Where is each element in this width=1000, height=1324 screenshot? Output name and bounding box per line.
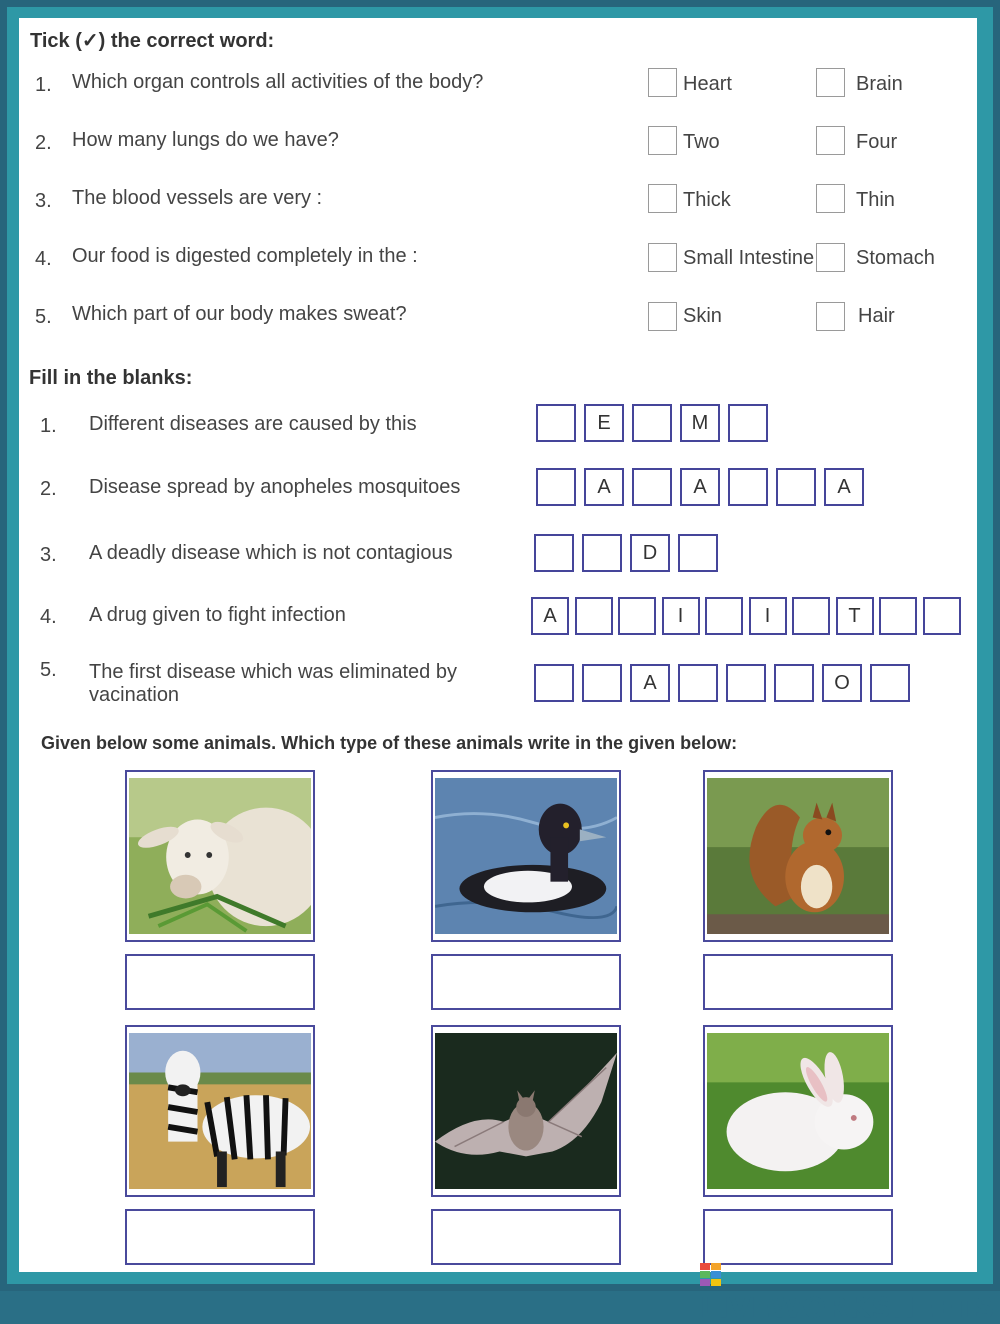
checkbox-hair[interactable]	[816, 302, 845, 331]
answer-box-squirrel[interactable]	[703, 954, 893, 1010]
checkbox-heart[interactable]	[648, 68, 677, 97]
letter-box-input[interactable]	[632, 404, 672, 442]
letter-box-input[interactable]	[774, 664, 814, 702]
checkbox-skin[interactable]	[648, 302, 677, 331]
goat-image	[125, 770, 315, 942]
liveworksheets-logo	[700, 1258, 1000, 1324]
letter-box-given: A	[680, 468, 720, 506]
question-text: Different diseases are caused by this	[89, 413, 417, 435]
letter-box-given: O	[822, 664, 862, 702]
letter-box-input[interactable]	[879, 597, 917, 635]
option-label: Four	[856, 131, 898, 153]
letter-box-input[interactable]	[678, 534, 718, 572]
logo-text: LIVEWORKSHEETS	[700, 1291, 996, 1324]
checkbox-stomach[interactable]	[816, 243, 845, 272]
answer-box-duck[interactable]	[431, 954, 621, 1010]
question-text-line2: vacination	[89, 684, 180, 706]
option-label: Skin	[683, 305, 722, 327]
bat-image	[431, 1025, 621, 1197]
letter-box-input[interactable]	[726, 664, 766, 702]
duck-image	[431, 770, 621, 942]
option-label: Heart	[683, 73, 732, 95]
letter-box-given: T	[836, 597, 874, 635]
logo-icon	[700, 1261, 722, 1285]
letter-box-input[interactable]	[534, 664, 574, 702]
question-number: 2.	[35, 132, 52, 154]
question-text-line1: The first disease which was eliminated by	[89, 661, 457, 683]
letter-box-input[interactable]	[792, 597, 830, 635]
question-number: 1.	[40, 415, 57, 437]
question-number: 4.	[35, 248, 52, 270]
zebra-image	[125, 1025, 315, 1197]
worksheet	[19, 18, 977, 1272]
fill-section-title: Fill in the blanks:	[29, 367, 193, 389]
checkbox-small-intestine[interactable]	[648, 243, 677, 272]
option-label: Stomach	[856, 247, 935, 269]
letter-box-input[interactable]	[536, 468, 576, 506]
letter-box-given: A	[584, 468, 624, 506]
letter-box-given: A	[630, 664, 670, 702]
letter-box-input[interactable]	[534, 534, 574, 572]
letter-box-given: M	[680, 404, 720, 442]
option-label: Hair	[858, 305, 895, 327]
answer-box-rabbit[interactable]	[703, 1209, 893, 1265]
question-number: 3.	[40, 544, 57, 566]
letter-box-input[interactable]	[582, 664, 622, 702]
letter-box-input[interactable]	[582, 534, 622, 572]
answer-box-bat[interactable]	[431, 1209, 621, 1265]
letter-box-input[interactable]	[870, 664, 910, 702]
letter-box-input[interactable]	[923, 597, 961, 635]
question-text: Which organ controls all activities of the body?	[72, 71, 484, 93]
letter-box-given: D	[630, 534, 670, 572]
question-text: Disease spread by anopheles mosquitoes	[89, 476, 461, 498]
letter-box-given: E	[584, 404, 624, 442]
answer-box-zebra[interactable]	[125, 1209, 315, 1265]
checkbox-thick[interactable]	[648, 184, 677, 213]
letter-box-given: A	[824, 468, 864, 506]
option-label: Thick	[683, 189, 731, 211]
letter-box-input[interactable]	[678, 664, 718, 702]
checkbox-four[interactable]	[816, 126, 845, 155]
question-text: A deadly disease which is not contagious	[89, 542, 453, 564]
question-text: Our food is digested completely in the :	[72, 245, 418, 267]
letter-box-input[interactable]	[728, 468, 768, 506]
rabbit-image	[703, 1025, 893, 1197]
checkbox-two[interactable]	[648, 126, 677, 155]
tick-section-title: Tick (✓) the correct word:	[30, 30, 275, 52]
letter-box-input[interactable]	[705, 597, 743, 635]
question-number: 2.	[40, 478, 57, 500]
letter-box-given: I	[662, 597, 700, 635]
letter-box-input[interactable]	[776, 468, 816, 506]
question-text: Which part of our body makes sweat?	[72, 303, 407, 325]
letter-box-given: A	[531, 597, 569, 635]
option-label: Thin	[856, 189, 895, 211]
question-text: How many lungs do we have?	[72, 129, 339, 151]
letter-box-input[interactable]	[575, 597, 613, 635]
checkbox-brain[interactable]	[816, 68, 845, 97]
letter-box-input[interactable]	[536, 404, 576, 442]
option-label: Small Intestine	[683, 247, 815, 269]
question-number: 4.	[40, 606, 57, 628]
question-text: A drug given to fight infection	[89, 604, 346, 626]
letter-box-input[interactable]	[728, 404, 768, 442]
question-number: 1.	[35, 74, 52, 96]
question-text: The blood vessels are very :	[72, 187, 323, 209]
question-number: 3.	[35, 190, 52, 212]
letter-box-input[interactable]	[618, 597, 656, 635]
question-number: 5.	[40, 659, 57, 681]
checkbox-thin[interactable]	[816, 184, 845, 213]
letter-box-input[interactable]	[632, 468, 672, 506]
option-label: Brain	[856, 73, 903, 95]
question-number: 5.	[35, 306, 52, 328]
squirrel-image	[703, 770, 893, 942]
option-label: Two	[683, 131, 720, 153]
animals-section-title: Given below some animals. Which type of these animals write in the given below:	[41, 733, 738, 753]
letter-box-given: I	[749, 597, 787, 635]
answer-box-goat[interactable]	[125, 954, 315, 1010]
